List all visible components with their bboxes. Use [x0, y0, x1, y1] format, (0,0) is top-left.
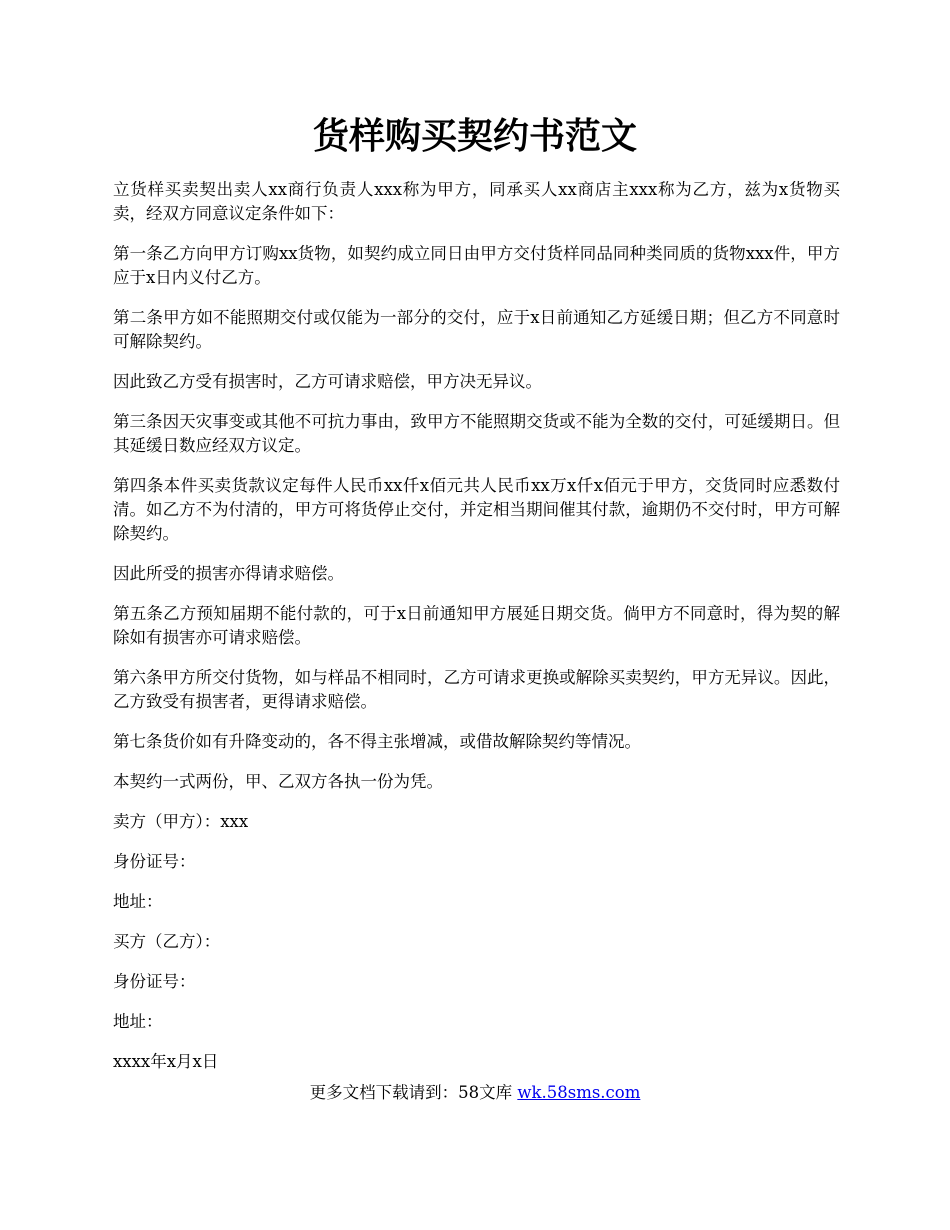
- buyer-label: 买方（乙方）：: [113, 932, 221, 951]
- contract-date: xxxx年x月x日: [113, 1052, 219, 1071]
- paragraph-article-6: 第六条甲方所交付货物，如与样品不相同时，乙方可请求更换或解除买卖契约，甲方无异议。因此，乙方致受有损害者，更得请求赔偿。: [113, 668, 840, 711]
- paragraph-copies: 本契约一式两份，甲、乙双方各执一份为凭。: [113, 772, 443, 791]
- paragraph-article-7: 第七条货价如有升降变动的，各不得主张增减，或借故解除契约等情况。: [113, 732, 641, 751]
- seller-id-label: 身份证号：: [113, 852, 196, 871]
- paragraph-article-4-cont: 因此所受的损害亦得请求赔偿。: [113, 564, 344, 583]
- paragraph-intro: 立货样买卖契出卖人xx商行负责人xxx称为甲方，同承买人xx商店主xxx称为乙方，兹为x货物买卖，经双方同意议定条件如下：: [113, 180, 840, 223]
- paragraph-article-2: 第二条甲方如不能照期交付或仅能为一部分的交付，应于x日前通知乙方延缓日期；但乙方不同意时可解除契约。: [113, 308, 840, 351]
- seller-label: 卖方（甲方）：xxx: [113, 812, 249, 831]
- paragraph-article-1: 第一条乙方向甲方订购xx货物，如契约成立同日由甲方交付货样同品同种类同质的货物xxx件，甲方应于x日内义付乙方。: [113, 244, 840, 287]
- document-body: [113, 178, 840, 1090]
- buyer-id-label: 身份证号：: [113, 972, 196, 991]
- footer: [0, 1081, 950, 1105]
- paragraph-article-3: 第三条因天灾事变或其他不可抗力事由，致甲方不能照期交货或不能为全数的交付，可延缓期日。但其延缓日数应经双方议定。: [113, 412, 840, 455]
- footer-link[interactable]: wk.58sms.com: [517, 1083, 641, 1102]
- paragraph-article-5: 第五条乙方预知届期不能付款的，可于x日前通知甲方展延日期交货。倘甲方不同意时，得为契的解除如有损害亦可请求赔偿。: [113, 604, 840, 647]
- paragraph-article-2-cont: 因此致乙方受有损害时，乙方可请求赔偿，甲方决无异议。: [113, 372, 542, 391]
- document-title: 货样购买契约书范文: [312, 115, 637, 157]
- footer-text: 更多文档下载请到：58文库: [309, 1083, 518, 1102]
- paragraph-article-4: 第四条本件买卖货款议定每件人民币xx仟x佰元共人民币xx万x仟x佰元于甲方，交货同时应悉数付清。如乙方不为付清的，甲方可将货停止交付，并定相当期间催其付款，逾期仍不交付时，甲方可解除契约。: [113, 476, 840, 543]
- seller-address-label: 地址：: [113, 892, 163, 911]
- buyer-address-label: 地址：: [113, 1012, 163, 1031]
